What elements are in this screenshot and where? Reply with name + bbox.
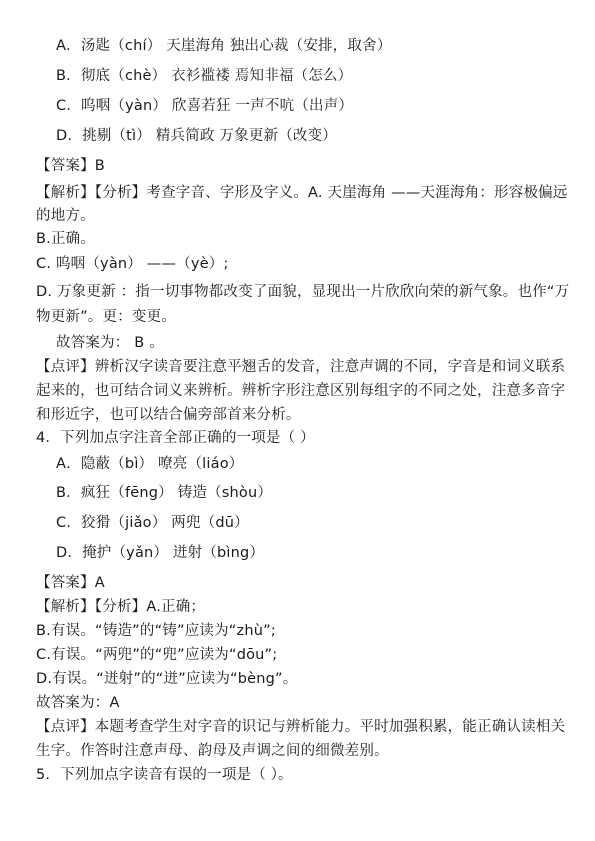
q4-option-d: D．掩护（yǎn） 迸射（bìng） <box>56 545 265 561</box>
q3-analysis-line-3: B.正确。 <box>36 231 96 247</box>
q3-analysis-line-1: 【解析】【分析】考查字音、字形及字义。A. 天崖海角 ——天涯海角：形容极偏远 <box>36 185 568 201</box>
q3-option-a: A．汤匙（chí） 天崖海角 独出心裁（安排，取舍） <box>56 38 392 54</box>
q4-comment-line-2: 生字。作答时注意声母、韵母及声调之间的细微差别。 <box>36 743 389 759</box>
q4-analysis-line-3: C.有误。“两兜”的“兜”应读为“dōu”; <box>36 647 278 663</box>
q3-conclusion: 故答案为： B 。 <box>56 335 164 351</box>
q3-analysis-line-2: 的地方。 <box>36 208 95 224</box>
q3-analysis-line-5: D. 万象更新 ：指一切事物都改变了面貌，显现出一片欣欣向荣的新气象。也作“万 <box>36 284 570 300</box>
q4-option-a: A．隐蔽（bì） 嘹亮（liáo） <box>56 456 244 472</box>
q4-option-b: B．疯狂（fēng） 铸造（shòu） <box>56 485 273 501</box>
q3-option-d: D．挑剔（tì） 精兵简政 万象更新（改变） <box>56 128 337 144</box>
q4-option-c: C．狡猾（jiǎo） 两兜（dū） <box>56 515 249 531</box>
q5-stem: 5．下列加点字读音有误的一项是（ ）。 <box>36 767 293 783</box>
q3-analysis-line-6: 物更新”。更：变更。 <box>36 309 177 325</box>
q3-option-b: B．彻底（chè） 衣衫褴褛 焉知非福（怎么） <box>56 68 353 84</box>
q4-answer: 【答案】A <box>36 575 105 591</box>
q4-stem: 4．下列加点字注音全部正确的一项是（ ） <box>36 430 315 446</box>
q3-answer: 【答案】B <box>36 158 105 174</box>
q4-conclusion: 故答案为：A <box>36 695 120 711</box>
q4-analysis-line-2: B.有误。“铸造”的“铸”应读为“zhù”; <box>36 623 276 639</box>
q4-analysis-line-1: 【解析】【分析】A.正确； <box>36 599 206 615</box>
q3-comment-line-3: 和形近字，也可以结合偏旁部首来分析。 <box>36 407 301 423</box>
q3-comment-line-1: 【点评】辨析汉字读音要注意平翘舌的发音，注意声调的不同，字音是和词义联系 <box>36 359 566 375</box>
q4-comment-line-1: 【点评】本题考查学生对字音的识记与辨析能力。平时加强积累，能正确认读相关 <box>36 719 566 735</box>
q4-analysis-line-4: D.有误。“迸射”的“迸”应读为“bèng”。 <box>36 671 298 687</box>
q3-comment-line-2: 起来的，也可结合词义来辨析。辨析字形注意区别每组字的不同之处，注意多音字 <box>36 383 566 399</box>
q3-analysis-line-4: C. 呜咽（yàn） ——（yè）; <box>36 256 229 272</box>
q3-option-c: C．呜咽（yàn） 欣喜若狂 一声不吭（出声） <box>56 98 354 114</box>
